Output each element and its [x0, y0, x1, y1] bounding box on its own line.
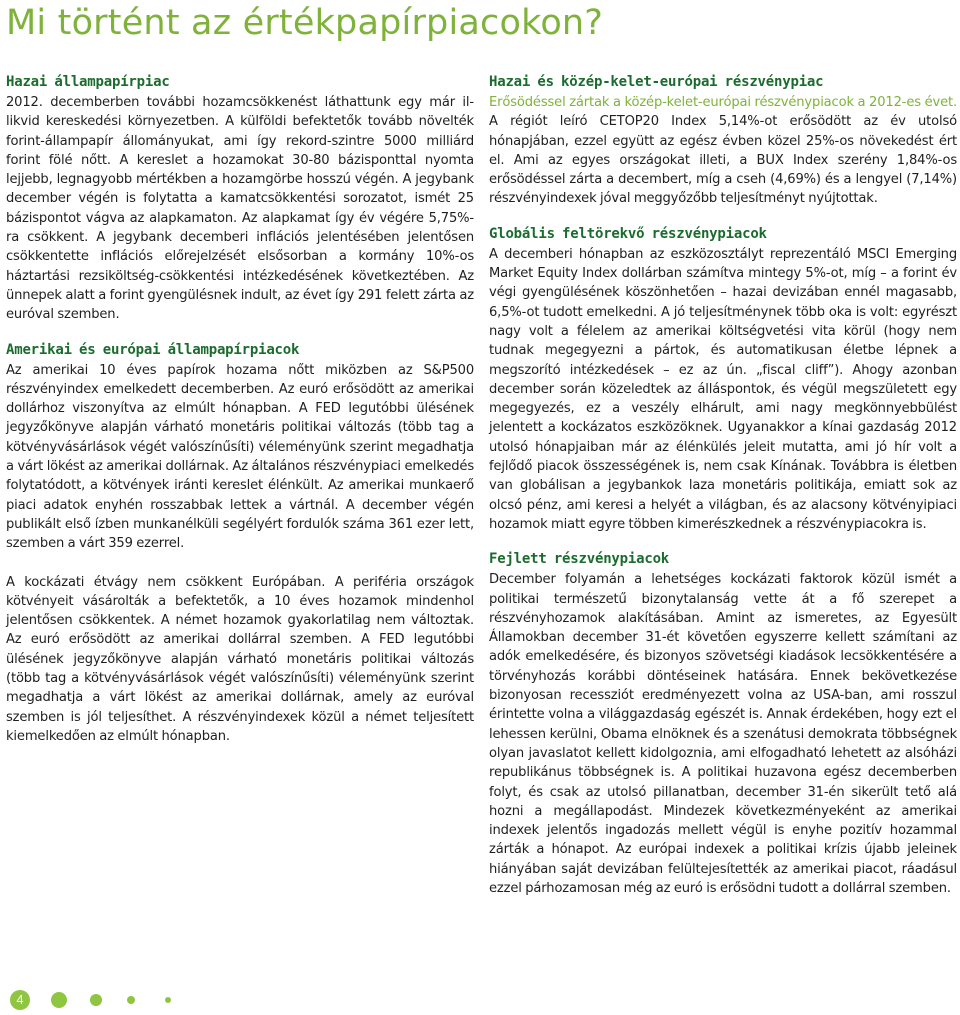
section-paragraph: A kockázati étvágy nem csökkent Európában. A periféria országok kötvényeit vásárolták a befektetők, a 10 éves hozamok mindenhol jelentősen csökkentek. A német hozamok gyakorlatilag nem változtak. Az euró erősödött az amerikai dollárral szemben. A FED legutóbbi ülésének jegyzőkönyve alapján várható monetáris politikai változás (több tag a kötvényvásárlások végét valószínűsíti) véleményünk szerint megadhatja a várt lökést az amerikai dollárnak, amely az euróval szemben is jól teljesíthet. A részvényindexek közül a német teljesített kiemelkedően az elmúlt hónapban. [6, 574, 474, 744]
section-amerikai-europai-allampapirpiacok [6, 340, 474, 747]
decorative-dot-icon [90, 994, 102, 1006]
section-paragraph: December folyamán a lehetséges kockázati faktorok közül ismét a politikai természetű bizonytalanság vette át a fő szerepet a részvényhozamok alakításában. Amint az ismeretes, az Egyesült Államokban december 31-ét követően egyszerre kellett számítani az adók emelkedésére, és bizonyos szövetségi kiadások lecsökkentésére a törvényhozás korábbi döntéseinek hatására. Ennek bekövetkezése bizonyosan recessziót eredményezett volna az USA-ban, ami rosszul érintette volna a világgazdaság egészét is. Annak érdekében, hogy ezt el lehessen kerülni, Obama elnöknek és a szenátusi demokrata többségnek olyan javaslatot kellett kidolgoznia, ami elfogadható lehetett az alsóházi republikánus többségnek is. A politikai huzavona egész decemberben folyt, és csak az utolsó pillanatban, december 31-én sikerült tető alá hozni a megállapodást. Mindezek következményeként az amerikai indexek jelentős ingadozás mellett végül is enyhe pozitív hozammal zárták a hónapot. Az európai indexek a politikai krízis újabb jeleinek hiányában saját devizában felültejesítették az amerikai piacot, ráadásul ezzel párhozamosan még az euró is erősödni tudott a dollárral szemben. [489, 572, 957, 896]
section-body: A régiót leíró CETOP20 Index 5,14%-ot erősödött az év utolsó hónapjában, ezzel együtt az egész évben közel 25%-os növekedést ért el. Ami az egyes országokat illeti, a BUX Index szerény 1,84%-os erősödéssel zárta a decembert, míg a cseh (4,69%) és a lengyel (7,14%) részvényindexek jóval meggyőzőbb teljesítményt nyújtottak. [489, 114, 957, 207]
section-lead: Erősödéssel zártak a közép-kelet-európai részvénypiacok a 2012-es évet. [489, 95, 957, 110]
decorative-dot-icon [165, 997, 171, 1003]
section-heading: Hazai állampapírpiac [6, 74, 170, 90]
section-hazai-allampapirpiac [6, 72, 474, 325]
page-title: Mi történt az értékpapírpiacokon? [6, 3, 604, 43]
left-column [6, 72, 474, 761]
section-paragraph [489, 93, 957, 209]
section-heading: Hazai és közép-kelet-európai részvénypiac [489, 74, 824, 90]
section-heading: Globális feltörekvő részvénypiacok [489, 225, 767, 242]
section-paragraph: 2012. decemberben további hozamcsökkenést láthattunk egy már il-likvid kereskedési környezetben. A külföldi befektetők tovább növelték forint-állampapír állományukat, ami így rekord-szintre 5000 milliárd forint fölé nőtt. A kereslet a hozamokat 30-80 bázisponttal nyomta lejjebb, legnagyobb mértékben a hozamgörbe hosszú végén. A jegybank december végén is folytatta a kamatcsökkentési sorozatot, ismét 25 bázispontot vágva az alapkamaton. Az alapkamat így év végére 5,75%-ra csökkent. A jegybank decemberi inflációs jelentésében jelentősen csökkentette inflációs előrejelzését elsősorban a kormány 10%-os háztartási rezsiköltség-csökkentési intézkedésének következtében. Az ünnepek alatt a forint gyengülésnek indult, az évet így 291 felett zárta az euróval szemben. [6, 95, 474, 323]
section-fejlett-reszvenypiacok [489, 549, 957, 898]
section-kozep-kelet-europai-reszvenypiac [489, 72, 957, 209]
decorative-dot-icon [127, 996, 135, 1004]
section-paragraph: Az amerikai 10 éves papírok hozama nőtt miközben az S&P500 részvényindex emelkedett decemberben. Az euró erősödött az amerikai dollárhoz viszonyítva az elmúlt hónapban. A FED legutóbbi ülésének jegyzőkönyve alapján várható monetáris politikai változás (több tag a kötvényvásárlások végét valószínűsíti) véleményünk szerint megadhatja a várt lökést az amerikai dollárnak. Az általános részvénypiaci emelkedés folytatódott, a kötvények iránti kereslet élénkült. Az amerikai munkaerő piaci adatok enyhén rosszabbak lettek a vártnál. A december végén publikált első ízben munkanélküli segélyért fordulók száma 361 ezer lett, szemben a várt 359 ezerrel. [6, 362, 474, 552]
section-paragraph: A decemberi hónapban az eszközosztályt reprezentáló MSCI Emerging Market Equity Index dollárban számítva mintegy 5%-ot, míg – a forint év végi gyengülésének köszönhetően – hazai devizában ennél magasabb, 6,5%-ot tudott emelkedni. A jó teljesítménynek több oka is volt: egyrészt nagy volt a félelem az amerikai költségvetési vita körül (hogy nem tudnak megegyezni a pártok, és automatikusan életbe lépnek a megszorító intézkedések – ez az ún. „fiscal cliff”). Ahogy azonban december során közeledtek az álláspontok, és végül megszületett egy megegyezés, ez a veszély elhárult, ami nagy megkönnyebbülést jelentett a kockázatos eszközöknek. Ugyanakkor a kínai gazdaság 2012 utolsó hónapjaiban már az élénkülés jeleit mutatta, ami jó hír volt a fejlődő piacok összességének is, nem csak Kínának. Továbbra is életben van globálisan a jegybankok laza monetáris politikája, emiatt sok az olcsó pénz, ami keresi a helyét a világban, és az alacsony kötvényipiaci hozamok miatt egyre többen kimerészkednek a részvénypiacokra is. [489, 246, 957, 532]
section-globalis-feltorekvo [489, 224, 957, 534]
right-column [489, 72, 957, 913]
decorative-dot-icon [51, 992, 67, 1008]
section-heading: Fejlett részvénypiacok [489, 551, 670, 568]
section-heading: Amerikai és európai állampapírpiacok [6, 341, 300, 358]
page-number: 4 [10, 990, 30, 1010]
